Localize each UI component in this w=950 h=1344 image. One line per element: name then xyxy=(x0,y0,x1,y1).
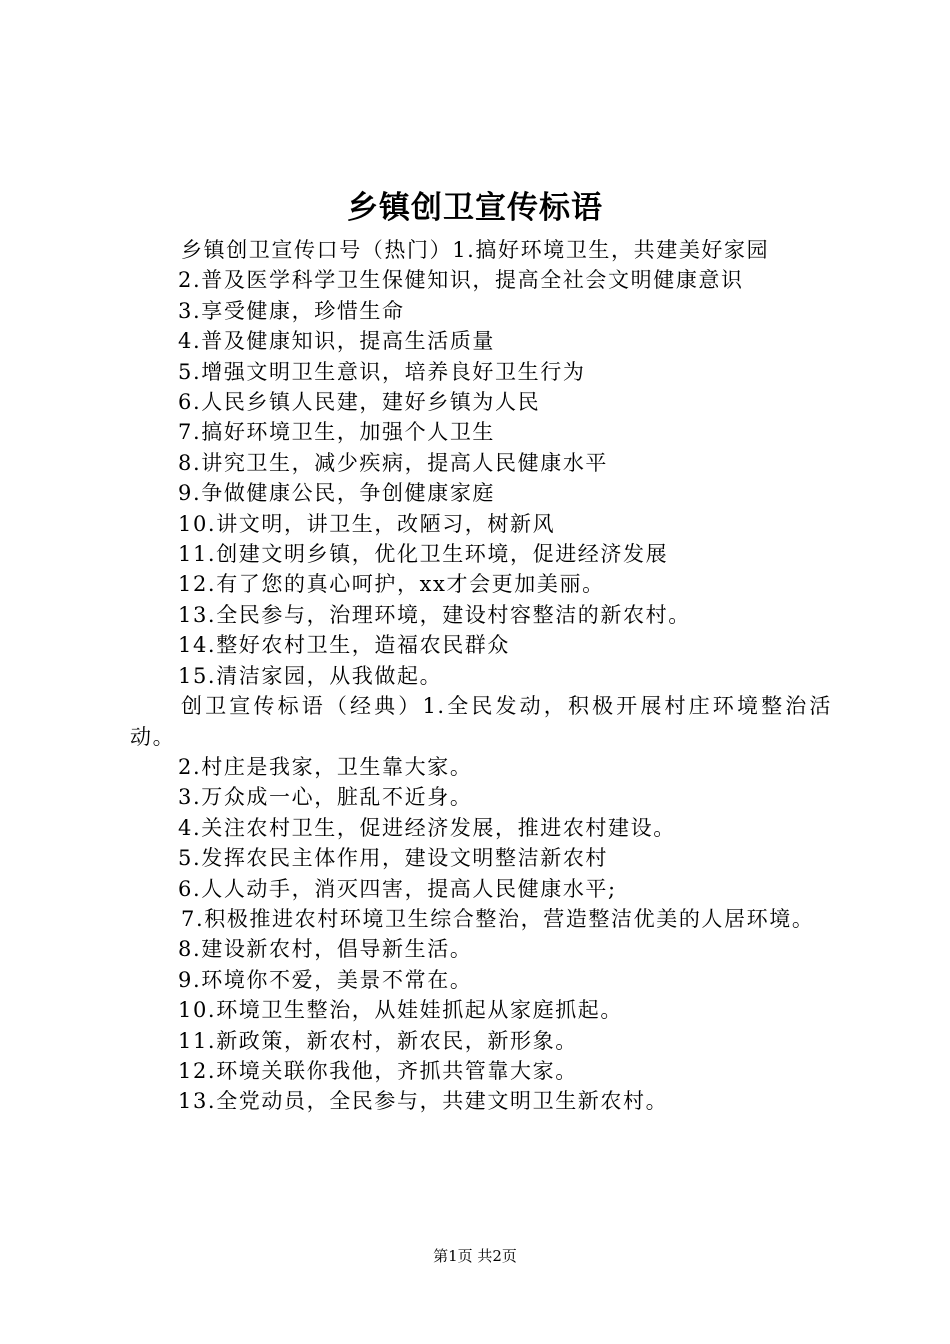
slogan-line: 3.享受健康，珍惜生命 xyxy=(178,298,405,323)
slogan-line: 9.争做健康公民，争创健康家庭 xyxy=(178,481,496,506)
slogan-line: 13.全民参与，治理环境，建设村容整洁的新农村。 xyxy=(178,602,691,627)
document-title: 乡镇创卫宣传标语 xyxy=(347,190,603,226)
slogan-line: 4.关注农村卫生，促进经济发展，推进农村建设。 xyxy=(178,815,676,840)
slogan-line: 12.有了您的真心呵护，xx才会更加美丽。 xyxy=(178,572,605,597)
document-body xyxy=(130,235,832,1117)
slogan-line: 11.新政策，新农村，新农民，新形象。 xyxy=(178,1028,578,1053)
slogan-line: 2.村庄是我家，卫生靠大家。 xyxy=(178,754,473,779)
slogan-line: 15.清洁家园，从我做起。 xyxy=(178,663,443,688)
slogan-line: 8.建设新农村，倡导新生活。 xyxy=(178,937,473,962)
section2-intro: 创卫宣传标语（经典）1.全民发动，积极开展村庄环境整治活动。 xyxy=(130,694,832,749)
slogan-line: 9.环境你不爱，美景不常在。 xyxy=(178,967,473,992)
slogan-line: 11.创建文明乡镇，优化卫生环境，促进经济发展 xyxy=(178,542,669,567)
slogan-line: 7.搞好环境卫生，加强个人卫生 xyxy=(178,420,496,445)
slogan-line: 5.发挥农民主体作用，建设文明整洁新农村 xyxy=(178,846,609,871)
slogan-line: 12.环境关联你我他，齐抓共管靠大家。 xyxy=(178,1058,578,1083)
page-footer: 第1页 共2页 xyxy=(433,1247,517,1265)
section1-intro: 乡镇创卫宣传口号（热门）1.搞好环境卫生，共建美好家园 xyxy=(181,238,770,262)
slogan-line: 8.讲究卫生，减少疾病，提高人民健康水平 xyxy=(178,450,609,475)
slogan-line: 3.万众成一心，脏乱不近身。 xyxy=(178,785,473,810)
slogan-line: 10.环境卫生整治，从娃娃抓起从家庭抓起。 xyxy=(178,998,623,1023)
slogan-line: 13.全党动员，全民参与，共建文明卫生新农村。 xyxy=(178,1089,669,1114)
slogan-paragraph: 7.积极推进农村环境卫生综合整治，营造整洁优美的人居环境。 xyxy=(181,906,815,931)
slogan-line: 4.普及健康知识，提高生活质量 xyxy=(178,329,496,354)
slogan-line: 2.普及医学科学卫生保健知识，提高全社会文明健康意识 xyxy=(178,268,744,293)
slogan-line: 10.讲文明，讲卫生，改陋习，树新风 xyxy=(178,511,556,536)
slogan-line: 14.整好农村卫生，造福农民群众 xyxy=(178,633,510,658)
slogan-line: 5.增强文明卫生意识，培养良好卫生行为 xyxy=(178,359,586,384)
slogan-line: 6.人民乡镇人民建，建好乡镇为人民 xyxy=(178,390,541,415)
slogan-line: 6.人人动手，消灭四害，提高人民健康水平; xyxy=(178,876,617,901)
